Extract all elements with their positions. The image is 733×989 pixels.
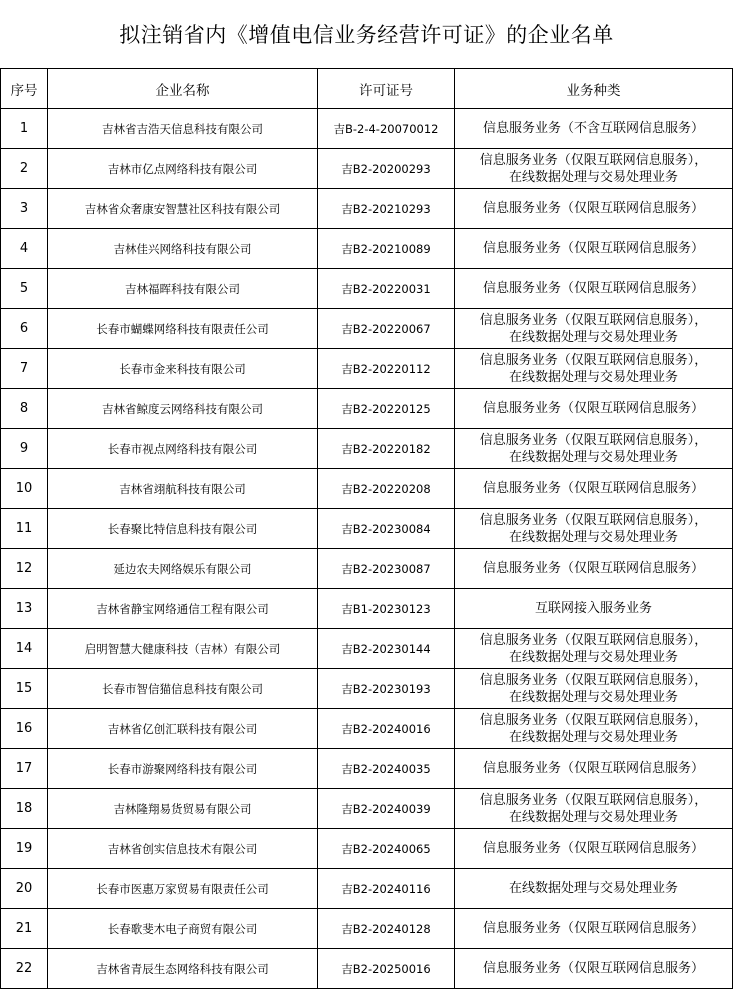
enterprise-name: 吉林省青辰生态网络科技有限公司 (48, 949, 318, 989)
license-number: 吉B2-20220125 (318, 389, 455, 429)
service-line: 信息服务业务（仅限互联网信息服务）， (479, 352, 708, 368)
license-number: 吉B2-20240039 (318, 789, 455, 829)
service-type (455, 269, 733, 309)
service-line: 信息服务业务（仅限互联网信息服务） (482, 761, 704, 776)
license-number: 吉B2-20200293 (318, 149, 455, 189)
table-row (1, 669, 733, 709)
row-number: 14 (1, 629, 48, 669)
license-number: 吉B2-20210089 (318, 229, 455, 269)
row-number: 15 (1, 669, 48, 709)
service-line: 在线数据处理与交易处理业务 (508, 369, 678, 385)
enterprise-name: 吉林省亿创汇联科技有限公司 (48, 709, 318, 749)
service-line: 在线数据处理与交易处理业务 (508, 449, 678, 465)
enterprise-name: 吉林佳兴网络科技有限公司 (48, 229, 318, 269)
license-number: 吉B2-20220067 (318, 309, 455, 349)
enterprise-name: 吉林省创实信息技术有限公司 (48, 829, 318, 869)
row-number: 22 (1, 949, 48, 989)
service-line: 信息服务业务（仅限互联网信息服务）， (479, 632, 708, 648)
enterprise-name: 吉林隆翔易货贸易有限公司 (48, 789, 318, 829)
enterprise-name: 长春市医惠万家贸易有限责任公司 (48, 869, 318, 909)
row-number: 7 (1, 349, 48, 389)
table-row (1, 949, 733, 989)
service-type (455, 749, 733, 789)
table-row (1, 549, 733, 589)
service-line: 在线数据处理与交易处理业务 (508, 169, 678, 185)
table-row (1, 389, 733, 429)
enterprise-name: 长春市视点网络科技有限公司 (48, 429, 318, 469)
enterprise-name: 延边农夫网络娱乐有限公司 (48, 549, 318, 589)
document-title: 拟注销省内《增值电信业务经营许可证》的企业名单 (119, 23, 614, 47)
enterprise-name: 长春市金来科技有限公司 (48, 349, 318, 389)
service-line: 信息服务业务（仅限互联网信息服务） (482, 481, 704, 496)
table-row (1, 149, 733, 189)
enterprise-table (0, 68, 733, 989)
row-number: 9 (1, 429, 48, 469)
enterprise-name: 吉林省静宝网络通信工程有限公司 (48, 589, 318, 629)
service-line: 信息服务业务（仅限互联网信息服务） (482, 401, 704, 416)
table-row (1, 709, 733, 749)
license-number: 吉B2-20250016 (318, 949, 455, 989)
enterprise-name: 吉林省鲸度云网络科技有限公司 (48, 389, 318, 429)
service-type (455, 309, 733, 349)
license-number: 吉B2-20240065 (318, 829, 455, 869)
service-line: 信息服务业务（仅限互联网信息服务） (482, 561, 704, 576)
license-number: 吉B2-20240016 (318, 709, 455, 749)
header-license: 许可证号 (318, 69, 455, 109)
service-type (455, 469, 733, 509)
license-number: 吉B2-20230193 (318, 669, 455, 709)
table-row (1, 789, 733, 829)
row-number: 4 (1, 229, 48, 269)
row-number: 21 (1, 909, 48, 949)
service-line: 在线数据处理与交易处理业务 (508, 649, 678, 665)
service-line: 互联网接入服务业务 (534, 601, 652, 616)
header-name: 企业名称 (48, 69, 318, 109)
enterprise-name: 长春市智信猫信息科技有限公司 (48, 669, 318, 709)
row-number: 6 (1, 309, 48, 349)
row-number: 11 (1, 509, 48, 549)
enterprise-name: 启明智慧大健康科技（吉林）有限公司 (48, 629, 318, 669)
service-line: 在线数据处理与交易处理业务 (508, 329, 678, 345)
enterprise-name: 吉林市亿点网络科技有限公司 (48, 149, 318, 189)
table-row (1, 109, 733, 149)
table-body (1, 109, 733, 989)
service-type (455, 949, 733, 989)
row-number: 13 (1, 589, 48, 629)
service-type (455, 189, 733, 229)
row-number: 12 (1, 549, 48, 589)
row-number: 2 (1, 149, 48, 189)
service-line: 信息服务业务（仅限互联网信息服务）， (479, 712, 708, 728)
enterprise-name: 长春歌斐木电子商贸有限公司 (48, 909, 318, 949)
service-type (455, 349, 733, 389)
header-no: 序号 (1, 69, 48, 109)
table-row (1, 349, 733, 389)
header-service: 业务种类 (455, 69, 733, 109)
table-row (1, 909, 733, 949)
row-number: 19 (1, 829, 48, 869)
service-line: 信息服务业务（仅限互联网信息服务） (482, 241, 704, 256)
row-number: 5 (1, 269, 48, 309)
row-number: 1 (1, 109, 48, 149)
enterprise-name: 吉林省众奢康安智慧社区科技有限公司 (48, 189, 318, 229)
row-number: 16 (1, 709, 48, 749)
enterprise-name: 吉林福晖科技有限公司 (48, 269, 318, 309)
service-type (455, 229, 733, 269)
service-type (455, 909, 733, 949)
license-number: 吉B2-20240035 (318, 749, 455, 789)
table-row (1, 829, 733, 869)
license-number: 吉B2-20220182 (318, 429, 455, 469)
table-row (1, 509, 733, 549)
service-line: 信息服务业务（仅限互联网信息服务）， (479, 152, 708, 168)
row-number: 10 (1, 469, 48, 509)
service-line: 在线数据处理与交易处理业务 (508, 881, 678, 896)
table-row (1, 629, 733, 669)
table-row (1, 229, 733, 269)
service-line: 信息服务业务（不含互联网信息服务） (482, 121, 704, 136)
service-line: 信息服务业务（仅限互联网信息服务） (482, 961, 704, 976)
service-type (455, 389, 733, 429)
service-type (455, 629, 733, 669)
license-number: 吉B2-20230087 (318, 549, 455, 589)
row-number: 8 (1, 389, 48, 429)
service-line: 信息服务业务（仅限互联网信息服务） (482, 841, 704, 856)
table-row (1, 429, 733, 469)
service-line: 信息服务业务（仅限互联网信息服务）， (479, 512, 708, 528)
table-row (1, 469, 733, 509)
table-row (1, 189, 733, 229)
service-type (455, 589, 733, 629)
service-line: 信息服务业务（仅限互联网信息服务） (482, 921, 704, 936)
enterprise-name: 长春市蝴蝶网络科技有限责任公司 (48, 309, 318, 349)
service-type (455, 869, 733, 909)
service-line: 信息服务业务（仅限互联网信息服务） (482, 281, 704, 296)
service-line: 在线数据处理与交易处理业务 (508, 529, 678, 545)
table-row (1, 309, 733, 349)
license-number: 吉B2-20220031 (318, 269, 455, 309)
license-number: 吉B2-20230084 (318, 509, 455, 549)
service-type (455, 149, 733, 189)
license-number: 吉B2-20240116 (318, 869, 455, 909)
service-line: 在线数据处理与交易处理业务 (508, 729, 678, 745)
service-line: 在线数据处理与交易处理业务 (508, 689, 678, 705)
row-number: 20 (1, 869, 48, 909)
license-number: 吉B1-20230123 (318, 589, 455, 629)
enterprise-name: 吉林省翊航科技有限公司 (48, 469, 318, 509)
service-type (455, 109, 733, 149)
table-row (1, 269, 733, 309)
license-number: 吉B2-20230144 (318, 629, 455, 669)
license-number: 吉B2-20210293 (318, 189, 455, 229)
row-number: 18 (1, 789, 48, 829)
enterprise-name: 长春市游聚网络科技有限公司 (48, 749, 318, 789)
service-type (455, 789, 733, 829)
license-number: 吉B2-20220208 (318, 469, 455, 509)
row-number: 17 (1, 749, 48, 789)
enterprise-name: 长春聚比特信息科技有限公司 (48, 509, 318, 549)
service-line: 在线数据处理与交易处理业务 (508, 809, 678, 825)
service-line: 信息服务业务（仅限互联网信息服务）， (479, 792, 708, 808)
service-type (455, 709, 733, 749)
license-number: 吉B2-20240128 (318, 909, 455, 949)
service-type (455, 509, 733, 549)
service-line: 信息服务业务（仅限互联网信息服务）， (479, 312, 708, 328)
table-header-row (1, 69, 733, 109)
service-type (455, 549, 733, 589)
table-row (1, 749, 733, 789)
service-line: 信息服务业务（仅限互联网信息服务） (482, 201, 704, 216)
service-type (455, 829, 733, 869)
service-type (455, 429, 733, 469)
license-number: 吉B-2-4-20070012 (318, 109, 455, 149)
table-row (1, 869, 733, 909)
service-line: 信息服务业务（仅限互联网信息服务）， (479, 672, 708, 688)
table-row (1, 589, 733, 629)
license-number: 吉B2-20220112 (318, 349, 455, 389)
service-type (455, 669, 733, 709)
service-line: 信息服务业务（仅限互联网信息服务）， (479, 432, 708, 448)
row-number: 3 (1, 189, 48, 229)
enterprise-name: 吉林省吉浩天信息科技有限公司 (48, 109, 318, 149)
